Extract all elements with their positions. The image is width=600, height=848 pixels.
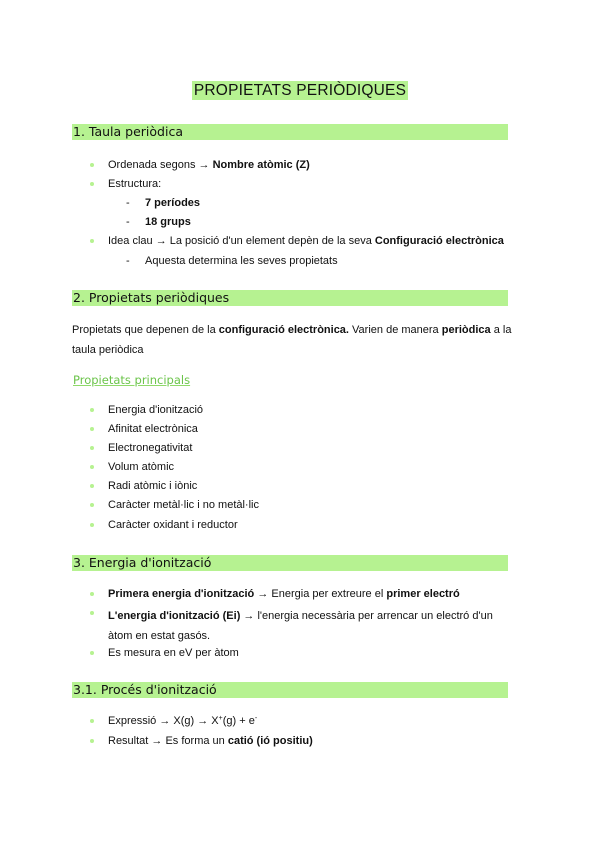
para-text: a la — [490, 324, 512, 336]
sub-list-item — [145, 254, 338, 268]
superscript: + — [218, 715, 223, 722]
item-text: Idea clau → La posició d'un element depèn de la seva — [108, 235, 375, 247]
item-text: (g) + e — [222, 715, 255, 727]
item-text: Estructura: — [108, 178, 162, 190]
sub-list-item — [145, 215, 191, 229]
item-text: Aquesta determina les seves propietats — [145, 255, 338, 267]
list-item — [108, 234, 504, 248]
item-text: àtom en estat gasós. — [108, 630, 211, 642]
item-bold-text: primer electró — [386, 588, 460, 600]
list-item — [108, 714, 257, 728]
item-bold-text: Primera energia d'ionització — [108, 588, 255, 600]
para-bold-text: configuració electrònica. — [218, 324, 349, 336]
list-item: Volum atòmic — [108, 461, 175, 473]
item-text: Resultat → Es forma un — [108, 735, 228, 747]
item-text: Ordenada segons → — [108, 159, 213, 171]
list-item: Energia d'ionització — [108, 404, 204, 416]
para-text: Propietats que depenen de la — [72, 324, 219, 336]
list-item — [108, 158, 310, 172]
para-bold-text: periòdica — [441, 324, 491, 336]
section-heading-taula-periodica: 1. Taula periòdica — [72, 124, 508, 140]
list-item: Electronegativitat — [108, 442, 193, 454]
list-item — [108, 606, 493, 646]
superscript: - — [254, 715, 258, 722]
item-bold-text: Configuració electrònica — [374, 235, 504, 247]
sub-list-item — [145, 196, 200, 210]
list-item: Caràcter oxidant i reductor — [108, 519, 238, 531]
paragraph — [72, 320, 522, 360]
list-item: Radi atòmic i iònic — [108, 480, 198, 492]
section-heading-proces-ionitzacio: 3.1. Procés d'ionització — [72, 682, 508, 698]
list-item: Es mesura en eV per àtom — [108, 647, 239, 659]
list-item: Afinitat electrònica — [108, 423, 198, 435]
item-text: Expressió → X(g) → X — [108, 715, 219, 727]
item-bold-text: Nombre atòmic (Z) — [212, 159, 310, 171]
para-text: Varien de manera — [348, 324, 442, 336]
list-item — [108, 587, 460, 601]
item-bold-text: L'energia d'ionització (Ei) — [108, 610, 241, 622]
list-item — [108, 734, 313, 748]
list-item: Caràcter metàl·lic i no metàl·lic — [108, 499, 259, 511]
section-heading-energia-ionitzacio: 3. Energia d'ionització — [72, 555, 508, 571]
section-heading-propietats-periodiques: 2. Propietats periòdiques — [72, 290, 508, 306]
subheading-propietats-principals: Propietats principals — [73, 373, 191, 387]
para-text: taula periòdica — [72, 344, 144, 356]
title-text: PROPIETATS PERIÒDIQUES — [193, 82, 407, 99]
item-bold-text: 7 períodes — [145, 197, 201, 209]
item-text: → Energia per extreure el — [254, 588, 387, 600]
item-bold-text: 18 grups — [145, 216, 191, 228]
item-text: → l'energia necessària per arrencar un electró d'un — [240, 610, 493, 622]
item-bold-text: catió (ió positiu) — [227, 735, 313, 747]
list-item — [108, 177, 161, 191]
document-title — [0, 82, 600, 100]
